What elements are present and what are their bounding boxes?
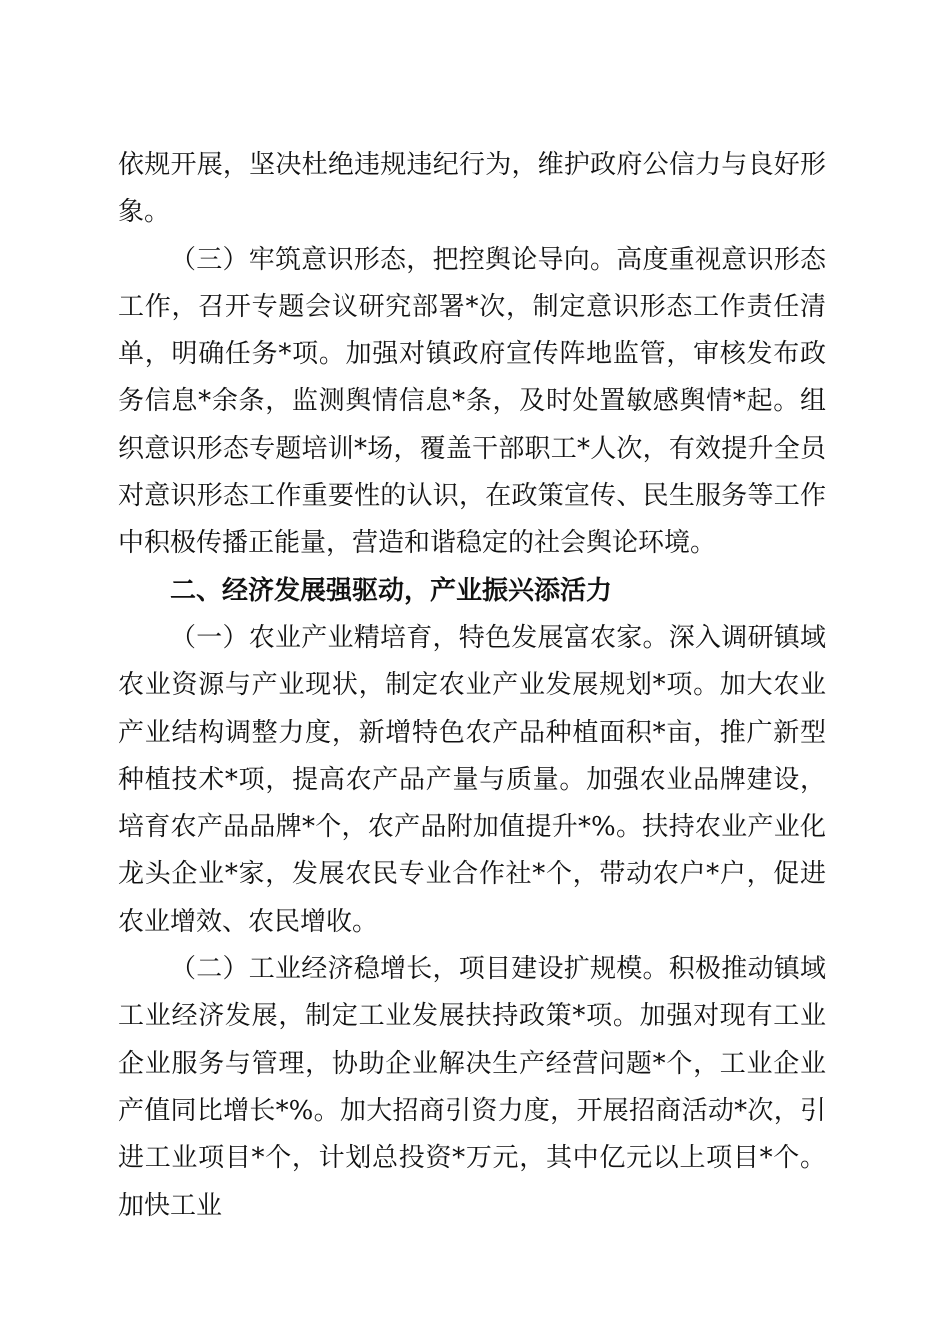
- paragraph-ideology: （三）牢筑意识形态，把控舆论导向。高度重视意识形态工作，召开专题会议研究部署*次，制定意识形态工作责任清单，明确任务*项。加强对镇政府宣传阵地监管，审核发布政务信息*余条，监测舆情信息*条，及时处置敏感舆情*起。组织意识形态专题培训*场，覆盖干部职工*人次，有效提升全员对意识形态工作重要性的认识，在政策宣传、民生服务等工作中积极传播正能量，营造和谐稳定的社会舆论环境。: [118, 244, 826, 559]
- paragraph-continuation: 依规开展，坚决杜绝违规违纪行为，维护政府公信力与良好形象。: [118, 150, 826, 228]
- paragraph-industry: （二）工业经济稳增长，项目建设扩规模。积极推动镇域工业经济发展，制定工业发展扶持政策*项。加强对现有工业企业服务与管理，协助企业解决生产经营问题*个，工业企业产值同比增长*%。加大招商引资力度，开展招商活动*次，引进工业项目*个，计划总投资*万元，其中亿元以上项目*个。加快工业: [118, 954, 826, 1221]
- section-heading-economy: 二、经济发展强驱动，产业振兴添活力: [170, 575, 613, 606]
- paragraph-agriculture: （一）农业产业精培育，特色发展富农家。深入调研镇域农业资源与产业现状，制定农业产业发展规划*项。加大农业产业结构调整力度，新增特色农产品种植面积*亩，推广新型种植技术*项，提高农产品产量与质量。加强农业品牌建设，培育农产品品牌*个，农产品附加值提升*%。扶持农业产业化龙头企业*家，发展农民专业合作社*个，带动农户*户，促进农业增效、农民增收。: [118, 622, 826, 937]
- document-body: [118, 142, 826, 1230]
